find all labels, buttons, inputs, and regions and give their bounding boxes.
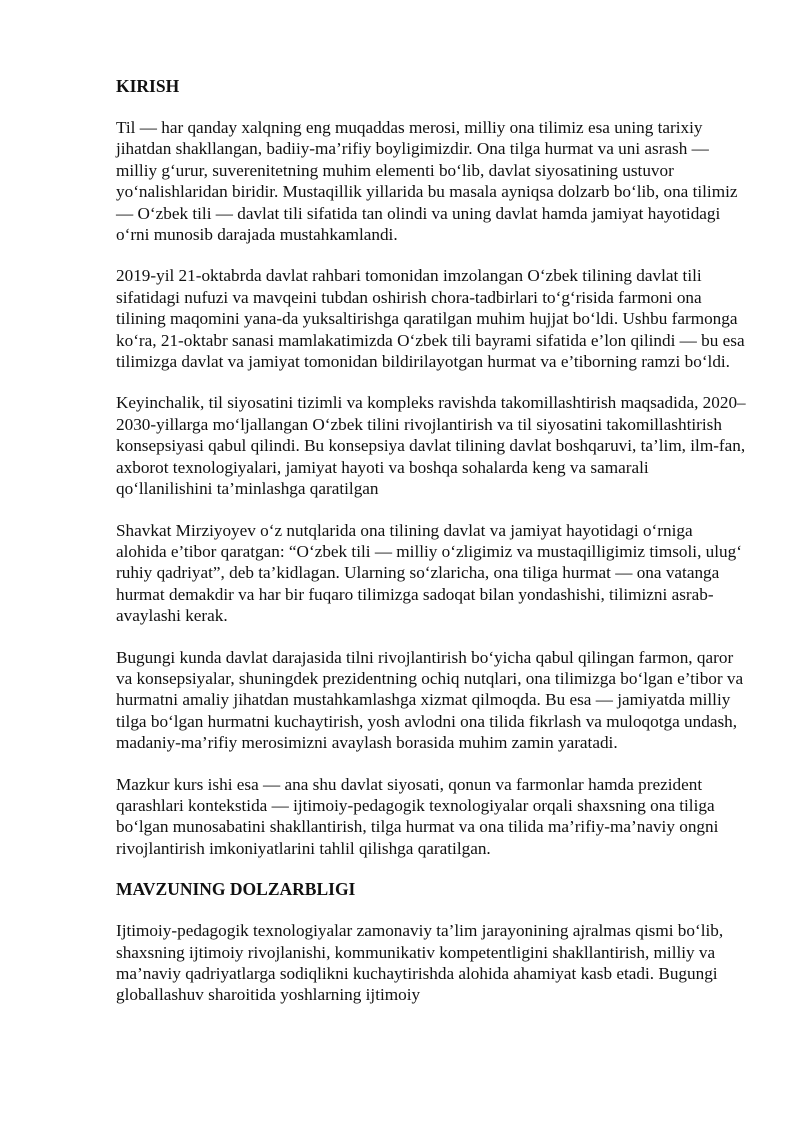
body-paragraph: Mazkur kurs ishi esa — ana shu davlat siyosati, qonun va farmonlar hamda prezident qarashlari kontekstida — ijtimoiy-pedagogik texnologiyalar orqali shaxsning ona tiliga bo‘lgan munosabatini shakllantirish, tilga hurmat va ona tilida ma’rifiy-ma’naviy ongni rivojlantirish imkoniyatlarini tahlil qilishga qaratilgan. bbox=[116, 774, 719, 858]
section-heading-dolzarblik: MAVZUNING DOLZARBLIGI bbox=[116, 879, 356, 900]
body-paragraph: Til — har qanday xalqning eng muqaddas merosi, milliy ona tilimiz esa uning tarixiy jihatdan shakllangan, badiiy-ma’rifiy boyligimizdir. Ona tilga hurmat va uni asrash — milliy g‘urur, suverenitetning muhim elementi bo‘lib, davlat siyosatining ustuvor yo‘nalishlaridan biridir. Mustaqillik yillarida bu masala ayniqsa dolzarb bo‘lib, ona tilimiz — O‘zbek tili — davlat tili sifatida tan olindi va uning davlat hamda jamiyat hayotidagi o‘rni munosib darajada mustahkamlandi. bbox=[116, 118, 738, 245]
section-heading-kirish: KIRISH bbox=[116, 76, 180, 96]
body-paragraph: Shavkat Mirziyoyev o‘z nutqlarida ona tilining davlat va jamiyat hayotidagi o‘rniga alohida e’tibor qaratgan: “O‘zbek tili — milliy o‘zligimiz va mustaqilligimiz timsoli, ulug‘ ruhiy qadriyat”, deb ta’kidlagan. Ularning so‘zlaricha, ona tiliga hurmat — ona vatanga hurmat demakdir va har bir fuqaro tilimizga sadoqat bilan yondashishi, tilimizni asrab-avaylashi kerak. bbox=[116, 520, 742, 626]
body-paragraph: Keyinchalik, til siyosatini tizimli va kompleks ravishda takomillashtirish maqsadida, 2020–2030-yillarga mo‘ljallangan O‘zbek tilini rivojlantirish va til siyosatini takomillashtirish konsepsiyasi qabul qilindi. Bu konsepsiya davlat tilining davlat boshqaruvi, ta’lim, ilm-fan, axborot texnologiyalari, jamiyat hayoti va boshqa sohalarda keng va samarali qo‘llanilishini ta’minlashga qaratilgan bbox=[116, 393, 746, 499]
document-page bbox=[116, 76, 746, 1006]
body-paragraph: Ijtimoiy-pedagogik texnologiyalar zamonaviy ta’lim jarayonining ajralmas qismi bo‘lib, shaxsning ijtimoiy rivojlanishi, kommunikativ kompetentligini shakllantirish, milliy va ma’naviy qadriyatlarga sodiqlikni kuchaytirishda alohida ahamiyat kasb etadi. Bugungi globallashuv sharoitida yoshlarning ijtimoiy bbox=[116, 921, 724, 1005]
body-paragraph: Bugungi kunda davlat darajasida tilni rivojlantirish bo‘yicha qabul qilingan farmon, qaror va konsepsiyalar, shuningdek prezidentning ochiq nutqlari, ona tilimizga bo‘lgan e’tibor va hurmatni amaliy jihatdan mustahkamlashga xizmat qilmoqda. Bu esa — jamiyatda milliy tilga bo‘lgan hurmatni kuchaytirish, yosh avlodni ona tilida fikrlash va muloqotga undash, madaniy-ma’rifiy merosimizni avaylash borasida muhim zamin yaratadi. bbox=[116, 647, 744, 753]
body-paragraph: 2019-yil 21-oktabrda davlat rahbari tomonidan imzolangan O‘zbek tilining davlat tili sifatidagi nufuzi va mavqeini tubdan oshirish chora-tadbirlari to‘g‘risida farmoni ona tilining maqomini yana-da yuksaltirishga qaratilgan muhim hujjat bo‘ldi. Ushbu farmonga ko‘ra, 21-oktabr sanasi mamlakatimizda O‘zbek tili bayrami sifatida e’lon qilindi — bu esa tilimizga davlat va jamiyat tomonidan bildirilayotgan hurmat va e’tiborning ramzi bo‘ldi. bbox=[116, 266, 745, 372]
